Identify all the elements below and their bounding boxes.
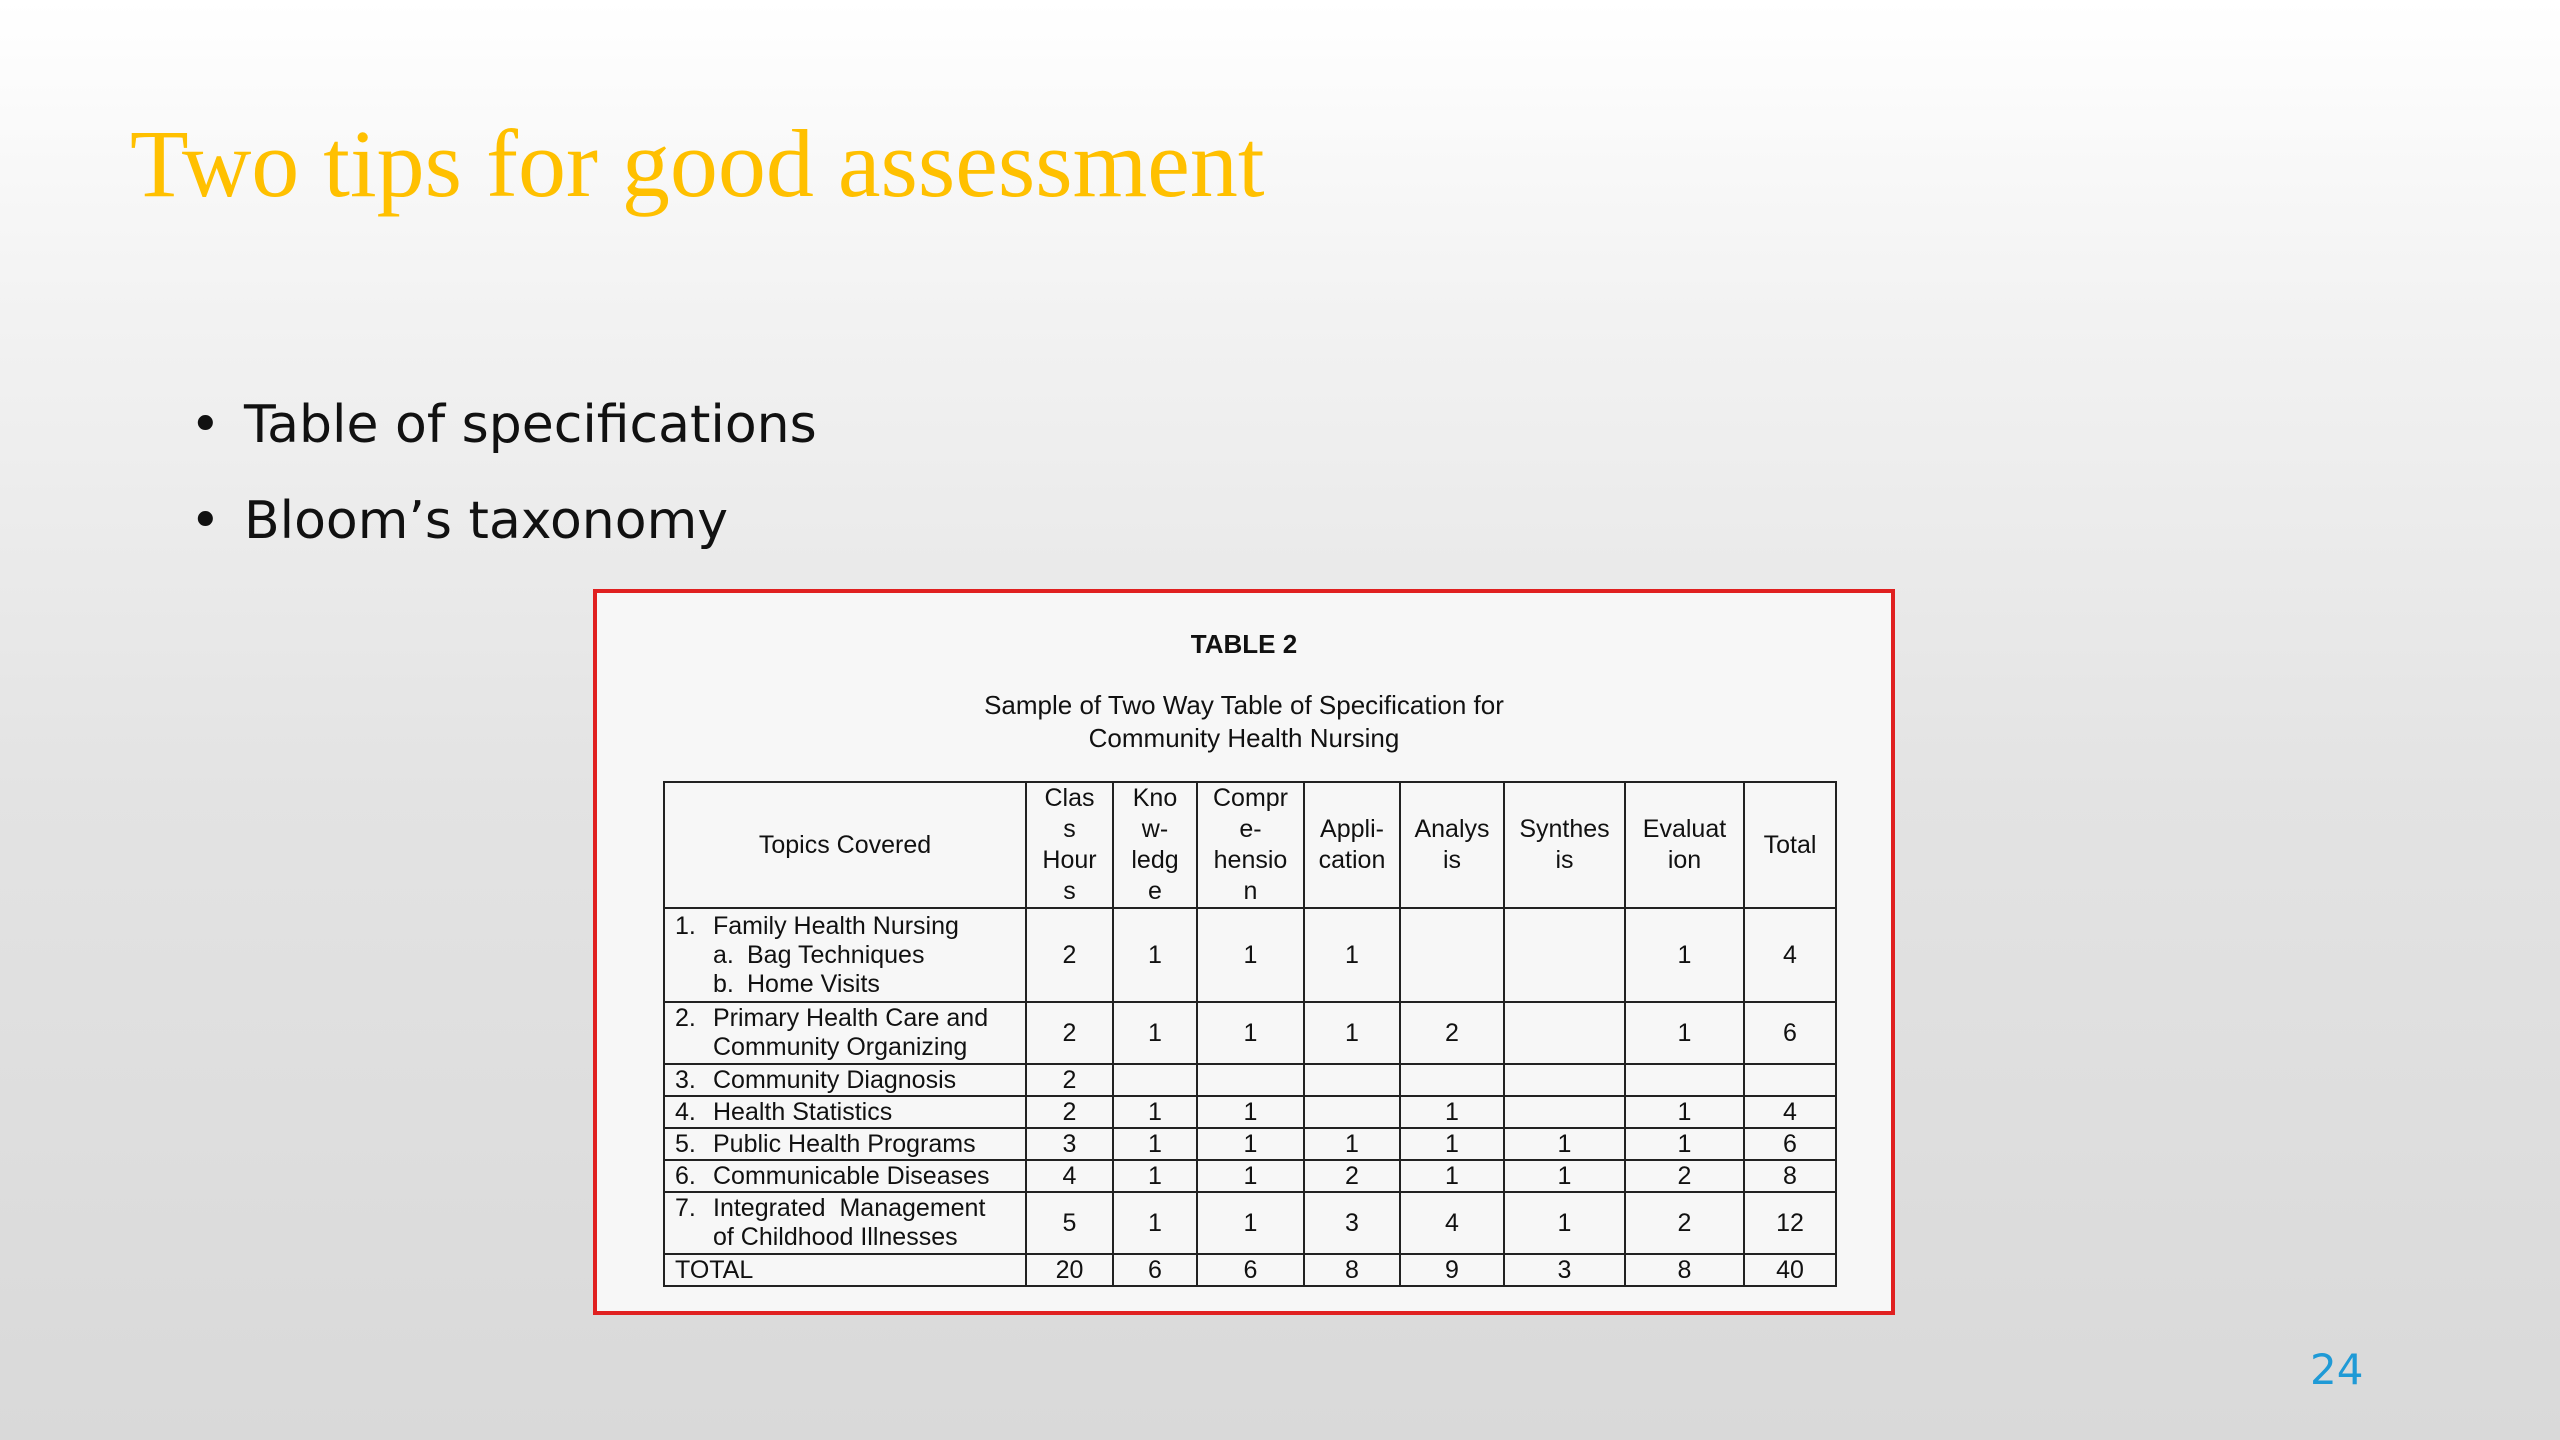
bullet-text: Table of specifications xyxy=(244,395,817,455)
header-knowledge xyxy=(1113,782,1197,908)
header-text: Analys xyxy=(1414,815,1490,843)
cell-synthesis xyxy=(1504,1096,1625,1128)
cell-evaluation: 2 xyxy=(1625,1160,1744,1192)
cell-synthesis xyxy=(1504,1002,1625,1064)
header-text: s xyxy=(1063,815,1076,843)
slide-title: Two tips for good assessment xyxy=(130,110,1265,217)
cell-analysis xyxy=(1400,1064,1504,1096)
total-comprehension: 6 xyxy=(1197,1254,1304,1286)
bullet-item xyxy=(190,481,817,577)
total-label: TOTAL xyxy=(664,1254,1026,1286)
cell-analysis: 1 xyxy=(1400,1160,1504,1192)
table-total-row xyxy=(664,1254,1836,1286)
page-number: 24 xyxy=(2310,1345,2364,1394)
bullet-text: Bloom’s taxonomy xyxy=(244,491,728,551)
cell-evaluation: 1 xyxy=(1625,1128,1744,1160)
table-row xyxy=(664,1064,1836,1096)
cell-comprehension: 1 xyxy=(1197,1160,1304,1192)
cell-class-hours: 4 xyxy=(1026,1160,1113,1192)
topic-cell xyxy=(664,1096,1026,1128)
topic-cell xyxy=(664,1002,1026,1064)
topic-name: Public Health Programs xyxy=(713,1129,976,1158)
topic-name: Integrated Management xyxy=(713,1194,986,1222)
cell-comprehension: 1 xyxy=(1197,908,1304,1002)
table-row xyxy=(664,1002,1836,1064)
topic-cell xyxy=(664,1192,1026,1254)
header-text: Hour xyxy=(1042,846,1097,874)
table-row xyxy=(664,1192,1836,1254)
header-text: n xyxy=(1243,877,1258,905)
cell-class-hours: 2 xyxy=(1026,1064,1113,1096)
cell-evaluation: 1 xyxy=(1625,908,1744,1002)
header-text: Clas xyxy=(1044,784,1095,812)
header-text: e xyxy=(1148,877,1162,905)
bullet-dot-icon: • xyxy=(190,395,221,455)
cell-class-hours: 2 xyxy=(1026,1096,1113,1128)
topic-name-continued: Community Organizing xyxy=(713,1033,968,1061)
header-analysis xyxy=(1400,782,1504,908)
topic-name: Communicable Diseases xyxy=(713,1161,990,1190)
specification-table xyxy=(663,781,1837,1287)
cell-total: 8 xyxy=(1744,1160,1836,1192)
topic-number: 4. xyxy=(675,1097,696,1126)
topic-name-continued: of Childhood Illnesses xyxy=(713,1223,958,1251)
table-header-row xyxy=(664,782,1836,908)
cell-knowledge: 1 xyxy=(1113,1096,1197,1128)
header-text: Synthes xyxy=(1519,815,1610,843)
cell-class-hours: 2 xyxy=(1026,908,1113,1002)
topic-number: 3. xyxy=(675,1065,696,1094)
figure-caption xyxy=(597,689,1891,755)
topic-name: Family Health Nursing xyxy=(713,911,959,940)
topic-name: Health Statistics xyxy=(713,1097,893,1126)
cell-comprehension: 1 xyxy=(1197,1002,1304,1064)
cell-analysis: 1 xyxy=(1400,1128,1504,1160)
cell-application: 1 xyxy=(1304,1128,1400,1160)
cell-knowledge xyxy=(1113,1064,1197,1096)
cell-total: 4 xyxy=(1744,1096,1836,1128)
topic-number: 1. xyxy=(675,911,696,940)
subtopic-index: b. xyxy=(713,969,734,998)
topic-name: Community Diagnosis xyxy=(713,1065,957,1094)
header-application xyxy=(1304,782,1400,908)
cell-application xyxy=(1304,1064,1400,1096)
cell-application: 1 xyxy=(1304,908,1400,1002)
cell-synthesis xyxy=(1504,908,1625,1002)
cell-application xyxy=(1304,1096,1400,1128)
header-topics: Topics Covered xyxy=(664,782,1026,908)
cell-total: 12 xyxy=(1744,1192,1836,1254)
subtopic xyxy=(675,970,1023,999)
cell-knowledge: 1 xyxy=(1113,1128,1197,1160)
cell-evaluation: 1 xyxy=(1625,1002,1744,1064)
cell-analysis: 2 xyxy=(1400,1002,1504,1064)
header-text: is xyxy=(1555,846,1574,874)
header-text: is xyxy=(1442,846,1462,874)
caption-line: Sample of Two Way Table of Specification for xyxy=(984,690,1504,720)
header-text: Appli- xyxy=(1320,815,1384,843)
cell-knowledge: 1 xyxy=(1113,908,1197,1002)
topic-cell xyxy=(664,1160,1026,1192)
total-synthesis: 3 xyxy=(1504,1254,1625,1286)
cell-analysis: 4 xyxy=(1400,1192,1504,1254)
total-class-hours: 20 xyxy=(1026,1254,1113,1286)
cell-synthesis: 1 xyxy=(1504,1160,1625,1192)
bullet-item xyxy=(190,385,817,481)
cell-synthesis: 1 xyxy=(1504,1128,1625,1160)
cell-class-hours: 5 xyxy=(1026,1192,1113,1254)
header-text: cation xyxy=(1318,846,1386,874)
cell-application: 3 xyxy=(1304,1192,1400,1254)
subtopic-index: a. xyxy=(713,940,734,969)
header-text: Compr xyxy=(1212,784,1288,812)
cell-evaluation: 1 xyxy=(1625,1096,1744,1128)
subtopic-name: Home Visits xyxy=(747,969,880,998)
table-row xyxy=(664,908,1836,1002)
cell-synthesis xyxy=(1504,1064,1625,1096)
caption-line: Community Health Nursing xyxy=(1088,723,1400,753)
bullet-list xyxy=(190,385,817,577)
header-text: s xyxy=(1063,877,1076,905)
cell-comprehension: 1 xyxy=(1197,1192,1304,1254)
figure-heading: TABLE 2 xyxy=(1190,629,1298,659)
table-figure xyxy=(593,589,1895,1315)
total-analysis: 9 xyxy=(1400,1254,1504,1286)
header-text: e- xyxy=(1239,815,1262,843)
total-evaluation: 8 xyxy=(1625,1254,1744,1286)
topic-cell xyxy=(664,908,1026,1002)
cell-total: 4 xyxy=(1744,908,1836,1002)
cell-analysis: 1 xyxy=(1400,1096,1504,1128)
topic-number: 6. xyxy=(675,1161,696,1190)
cell-total: 6 xyxy=(1744,1128,1836,1160)
subtopic xyxy=(675,941,1023,970)
header-class-hours xyxy=(1026,782,1113,908)
cell-class-hours: 3 xyxy=(1026,1128,1113,1160)
cell-application: 1 xyxy=(1304,1002,1400,1064)
cell-comprehension: 1 xyxy=(1197,1128,1304,1160)
cell-knowledge: 1 xyxy=(1113,1002,1197,1064)
cell-comprehension xyxy=(1197,1064,1304,1096)
table-row xyxy=(664,1128,1836,1160)
header-comprehension xyxy=(1197,782,1304,908)
header-text: ion xyxy=(1667,846,1702,874)
topic-number: 5. xyxy=(675,1129,696,1158)
topic-number: 7. xyxy=(675,1194,696,1222)
header-evaluation xyxy=(1625,782,1744,908)
header-text: Kno xyxy=(1132,784,1178,812)
total-knowledge: 6 xyxy=(1113,1254,1197,1286)
subtopic-name: Bag Techniques xyxy=(747,940,925,969)
header-synthesis xyxy=(1504,782,1625,908)
cell-application: 2 xyxy=(1304,1160,1400,1192)
header-text: Evaluat xyxy=(1642,815,1727,843)
table-row xyxy=(664,1096,1836,1128)
topic-name: Primary Health Care and xyxy=(713,1004,989,1032)
cell-total: 6 xyxy=(1744,1002,1836,1064)
topic-cell xyxy=(664,1128,1026,1160)
header-total: Total xyxy=(1744,782,1836,908)
cell-analysis xyxy=(1400,908,1504,1002)
cell-total xyxy=(1744,1064,1836,1096)
cell-knowledge: 1 xyxy=(1113,1160,1197,1192)
cell-evaluation xyxy=(1625,1064,1744,1096)
table-row xyxy=(664,1160,1836,1192)
cell-comprehension: 1 xyxy=(1197,1096,1304,1128)
header-text: ledg xyxy=(1131,846,1179,874)
cell-class-hours: 2 xyxy=(1026,1002,1113,1064)
cell-evaluation: 2 xyxy=(1625,1192,1744,1254)
total-total: 40 xyxy=(1744,1254,1836,1286)
topic-cell xyxy=(664,1064,1026,1096)
total-application: 8 xyxy=(1304,1254,1400,1286)
cell-knowledge: 1 xyxy=(1113,1192,1197,1254)
topic-number: 2. xyxy=(675,1004,696,1032)
header-text: w- xyxy=(1141,815,1169,843)
header-text: hensio xyxy=(1213,846,1288,874)
bullet-dot-icon: • xyxy=(190,491,221,551)
cell-synthesis: 1 xyxy=(1504,1192,1625,1254)
